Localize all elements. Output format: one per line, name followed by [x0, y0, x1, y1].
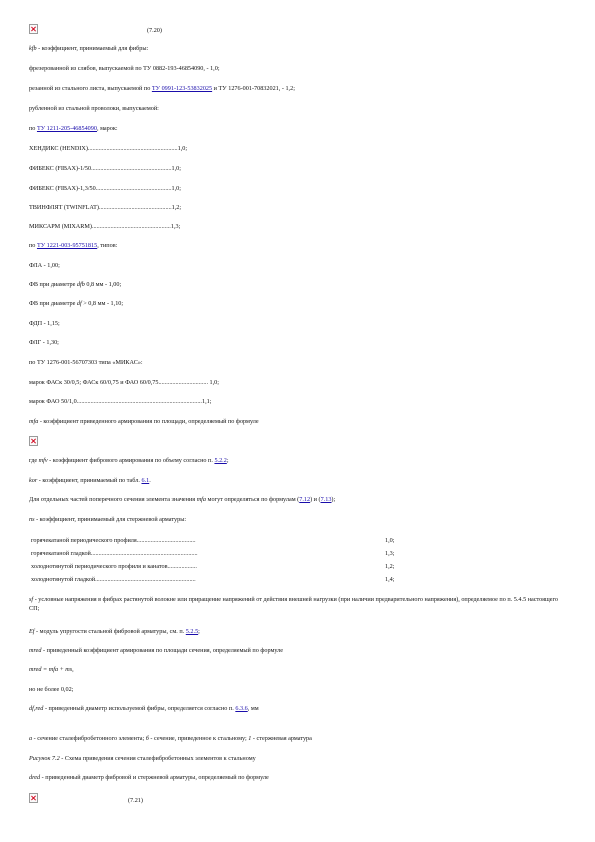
formula: mred = mfa + ms, — [29, 666, 74, 673]
list-item: МИКСАРМ (MIXARM)...................................................1,3; — [29, 223, 181, 230]
paragraph: mred - приведенный коэффициент армирования по площади сечения, определяемый по формуле — [29, 647, 284, 654]
paragraph: по ТУ 1221-003-95751815, типов: — [29, 242, 118, 249]
broken-image-icon — [29, 24, 38, 34]
list-item: ФИБЕКС (FIBAX)-1,3/50.................................................1,0; — [29, 185, 181, 192]
tu-link[interactable]: ТУ 1211-205-46854090 — [36, 125, 97, 132]
figure-legend: а - сечение сталефибробетонного элемента; б - сечение, приведенное к стальному; 1 - стержневая арматура — [29, 735, 312, 742]
paragraph: рубленной из стальной проволоки, выпускаемой: — [29, 105, 159, 112]
paragraph: sf - условные напряжения в фибрах растянутой волокне или приращение напряжений от действия внешней нагрузки (при наличии предварительного напряжения), определяемое по п. 5.4.5 настоящего СП; — [29, 596, 558, 612]
table-row: горячекатаной периодического профиля...................................... — [31, 537, 196, 544]
paragraph: kor - коэффициент, принимаемый по табл. 6.1. — [29, 477, 151, 484]
paragraph: где mfv - коэффициент фибрового армирования по объему согласно п. 5.2.2; — [29, 457, 229, 464]
table-row: горячекатаной гладкой..................................................................... — [31, 550, 198, 557]
paragraph: ns - коэффициент, принимаемый для стержневой арматуры: — [29, 516, 187, 523]
paragraph: mfa - коэффициент приведенного армирования по площади, определяемый по формуле — [29, 418, 259, 425]
paragraph: но не более 0,02; — [29, 686, 74, 693]
list-item: ФДП - 1,15; — [29, 320, 60, 327]
list-item: ФВ при диаметре dfb 0,8 мм - 1,00; — [29, 281, 122, 288]
paragraph: по ТУ 1276-001-56707303 типа «МИКАС»: — [29, 359, 143, 366]
paragraph: dred - приведенный диаметр фибровой и стержневой арматуры, определяемый по формуле — [29, 774, 269, 781]
list-item: марок ФАО 50/1,0.................................................................................1,1; — [29, 398, 212, 405]
list-item: ХЕНДИКС (HENDIX)..........................................................1,0; — [29, 145, 188, 152]
paragraph: по ТУ 1211-205-46854090, марок: — [29, 125, 118, 132]
section-link[interactable]: 6.3.6 — [235, 705, 248, 712]
formula-link[interactable]: 7.12 — [299, 496, 311, 503]
paragraph: резанной из стального листа, выпускаемой по ТУ 0991-123-53832025 и ТУ 1276-001-70832021, - 1,2; — [29, 85, 295, 92]
section-link[interactable]: 5.2.5 — [185, 628, 199, 635]
table-cell: 1,2; — [385, 563, 395, 570]
list-item: марок ФАСк 30/0,5; ФАСк 60/0,75 и ФАО 60/0,75................................ 1,0; — [29, 379, 219, 386]
list-item: ТВИНФЛЯТ (TWINFLAT)...............................................1,2; — [29, 204, 182, 211]
list-item: ФЛГ - 1,30; — [29, 339, 59, 346]
table-cell: 1,0; — [385, 537, 395, 544]
table-link[interactable]: 6.1 — [141, 477, 150, 484]
equation-number: (7.20) — [147, 27, 162, 34]
paragraph: Ef - модуль упругости стальной фибровой арматуры, см. п. 5.2.5; — [29, 628, 200, 635]
paragraph: kfb - коэффициент, принимаемый для фибры: — [29, 45, 149, 52]
paragraph: фрезерованной из слябов, выпускаемой по ТУ 0882-193-46854090, - 1,0; — [29, 65, 220, 72]
formula-link[interactable]: 7.13 — [320, 496, 332, 503]
list-item: ФИБЕКС (FIBAX)-1/50....................................................1,0; — [29, 165, 181, 172]
tu-link[interactable]: ТУ 1221-003-95751815 — [36, 242, 98, 249]
table-row: холоднотянутой гладкой................................................................. — [31, 576, 196, 583]
broken-image-icon — [29, 436, 38, 446]
figure-caption: Рисунок 7.2 - Схема приведения сечения сталефибробетонных элементов к стальному — [29, 755, 256, 762]
table-cell: 1,3; — [385, 550, 395, 557]
list-item: ФВ при диаметре df > 0,8 мм - 1,10; — [29, 300, 124, 307]
section-link[interactable]: 5.2.2 — [214, 457, 227, 464]
table-row: холоднотянутой периодического профиля и канатов................... — [31, 563, 197, 570]
list-item: ФЛА - 1,00; — [29, 262, 60, 269]
equation-number: (7.21) — [128, 797, 143, 804]
symbol: kfb — [29, 45, 37, 52]
paragraph: df,red - приведенный диаметр используемой фибры, определяется согласно п. 6.3.6, мм — [29, 705, 259, 712]
broken-image-icon — [29, 793, 38, 803]
table-cell: 1,4; — [385, 576, 395, 583]
paragraph: Для отдельных частей поперечного сечения элемента значения mfa могут определяться по формулам (7.12) и (7.13); — [29, 496, 336, 503]
tu-link[interactable]: ТУ 0991-123-53832025 — [151, 85, 213, 92]
